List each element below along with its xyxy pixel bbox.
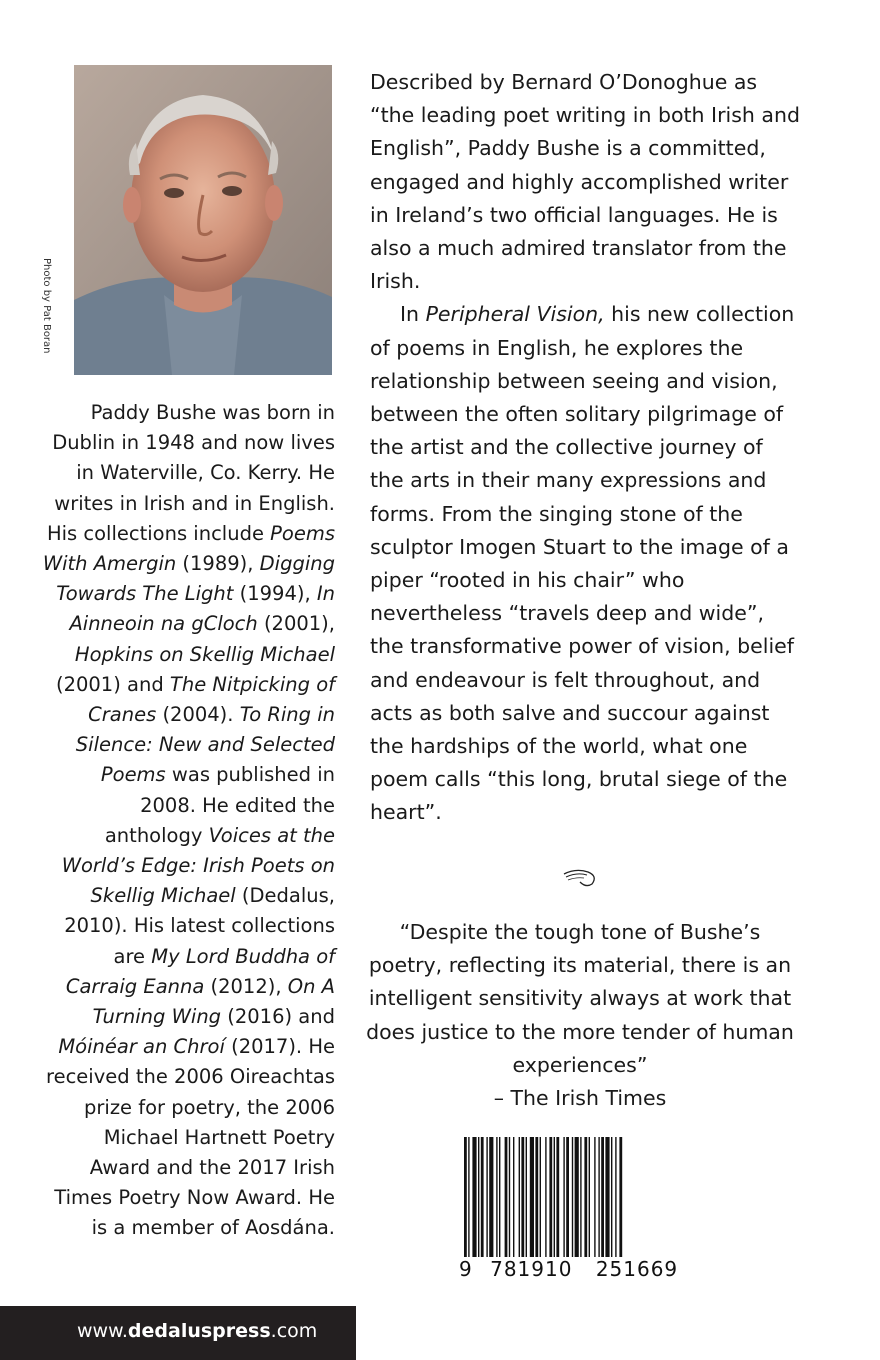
barcode-bar bbox=[540, 1137, 541, 1269]
bio-text: (1994), bbox=[233, 582, 317, 606]
barcode-bar bbox=[472, 1137, 476, 1257]
barcode-bar bbox=[605, 1137, 609, 1257]
barcode-bar bbox=[535, 1137, 538, 1257]
barcode-bar bbox=[526, 1137, 527, 1257]
barcode-bar bbox=[505, 1137, 508, 1257]
photo-credit: Photo by Pat Boran bbox=[41, 258, 52, 354]
quote-text: “Despite the tough tone of Bushe’s poetry, reflecting its material, there is an intelligent sensitivity always at work that does justice to the more tender of human experiences” bbox=[366, 920, 794, 1077]
barcode-bar bbox=[499, 1137, 500, 1257]
ornament-flourish-icon bbox=[562, 866, 600, 890]
bio-text: (Dedalus, 2010). His latest collections are bbox=[64, 884, 335, 968]
barcode-bar bbox=[521, 1137, 524, 1257]
barcode-digits bbox=[458, 1257, 679, 1287]
barcode-bar bbox=[601, 1137, 604, 1257]
description-paragraph-1: Described by Bernard O’Donoghue as “the leading poet writing in both Irish and English”, Paddy Bushe is a committed, engaged and highly accomplished writer in Ireland’s two official languages. He is also a much admired translator from the Irish. bbox=[370, 70, 800, 294]
author-portrait-illustration bbox=[74, 65, 332, 375]
barcode-bar bbox=[468, 1137, 469, 1269]
bio-text: (2001) and bbox=[55, 672, 170, 696]
barcode-bar bbox=[549, 1137, 552, 1257]
book-title: Voices at the World’s Edge: Irish Poets on Skellig Michael bbox=[61, 823, 335, 908]
book-title: On A Turning Wing bbox=[92, 974, 335, 1029]
barcode-bar bbox=[513, 1137, 514, 1257]
book-title: Móinéar an Chroí bbox=[58, 1035, 225, 1059]
barcode-bar bbox=[556, 1137, 559, 1257]
footer-band bbox=[0, 1306, 356, 1360]
barcode-bar bbox=[580, 1137, 581, 1257]
barcode-bar bbox=[589, 1137, 590, 1257]
author-photo bbox=[74, 65, 332, 375]
book-title: The Nitpicking of Cranes bbox=[88, 672, 335, 727]
barcode-bar bbox=[598, 1137, 599, 1257]
book-description bbox=[370, 66, 800, 830]
description-text: his new collection of poems in English, he explores the relationship between seeing and vision, between the often solitary pilgrimage of the artist and the collective journey of the arts in their many expressions and forms. From the singing stone of the sculptor Imogen Stuart to the image of a piper “rooted in his chair” who nevertheless “travels deep and wide”, the transformative power of vision, belief and endeavour is felt throughout, and acts as both salve and succour against the hardships of the world, what one poem calls “this long, brutal siege of the heart”. bbox=[370, 302, 795, 825]
review-quote bbox=[360, 916, 800, 1115]
book-title: Peripheral Vision, bbox=[425, 302, 605, 327]
barcode-bar bbox=[486, 1137, 487, 1257]
bio-text: (2017). He received the 2006 Oireachtas prize for poetry, the 2006 Michael Hartnett Poetry Award and the 2017 Irish Times Poetry Now Award. He is a member of Aosdána. bbox=[46, 1035, 335, 1240]
bio-text: Paddy Bushe was born in Dublin in 1948 and now lives in Waterville, Co. Kerry. He writes in Irish and in English. His collections include bbox=[46, 401, 335, 545]
bio-text: (1989), bbox=[176, 552, 260, 576]
url-brand: dedaluspress bbox=[127, 1320, 271, 1342]
barcode-bar bbox=[519, 1137, 520, 1257]
barcode-bar bbox=[566, 1137, 569, 1257]
url-suffix: .com bbox=[270, 1320, 318, 1342]
barcode-bar bbox=[509, 1137, 510, 1257]
barcode-bar bbox=[478, 1137, 479, 1257]
book-title: To Ring in Silence: New and Selected Poems bbox=[75, 703, 335, 787]
barcode-bar bbox=[594, 1137, 595, 1257]
barcode-bar bbox=[496, 1137, 497, 1257]
barcode-bar bbox=[554, 1137, 555, 1257]
barcode-bar bbox=[619, 1137, 622, 1269]
barcode-bar bbox=[575, 1137, 579, 1257]
bio-text: (2012), bbox=[204, 974, 288, 998]
bio-text: (2001), bbox=[257, 612, 335, 636]
bio-text: (2004). bbox=[156, 703, 240, 727]
barcode-bar bbox=[563, 1137, 564, 1257]
book-title: My Lord Buddha of Carraig Eanna bbox=[65, 944, 335, 998]
description-paragraph-2 bbox=[370, 298, 800, 829]
barcode-lead-digit: 9 bbox=[459, 1257, 473, 1281]
barcode-bar bbox=[584, 1137, 587, 1257]
url-prefix: www. bbox=[77, 1320, 128, 1342]
barcode-bar bbox=[464, 1137, 467, 1269]
book-title: Hopkins on Skellig Michael bbox=[74, 642, 335, 666]
publisher-website-link[interactable] bbox=[77, 1320, 317, 1342]
description-text: In bbox=[400, 302, 426, 327]
quote-source: – The Irish Times bbox=[493, 1086, 667, 1111]
barcode-bar bbox=[545, 1137, 546, 1269]
barcode-bar bbox=[615, 1137, 616, 1257]
barcode-bar bbox=[530, 1137, 534, 1257]
barcode-group-1: 781910 bbox=[490, 1257, 573, 1281]
book-title: In Ainneoin na gCloch bbox=[69, 582, 335, 636]
book-title: Digging Towards The Light bbox=[56, 552, 335, 606]
barcode-bar bbox=[572, 1137, 573, 1257]
isbn-barcode bbox=[458, 1137, 679, 1299]
barcode-bars bbox=[458, 1137, 670, 1269]
barcode-bar bbox=[611, 1137, 612, 1257]
bio-text: (2016) and bbox=[221, 1005, 335, 1029]
barcode-bar bbox=[481, 1137, 484, 1257]
bio-text: was published in 2008. He edited the anthology bbox=[104, 763, 335, 847]
book-title: Poems With Amergin bbox=[42, 521, 335, 576]
barcode-group-2: 251669 bbox=[595, 1257, 679, 1281]
author-bio bbox=[40, 398, 335, 1244]
barcode-bar bbox=[489, 1137, 493, 1257]
